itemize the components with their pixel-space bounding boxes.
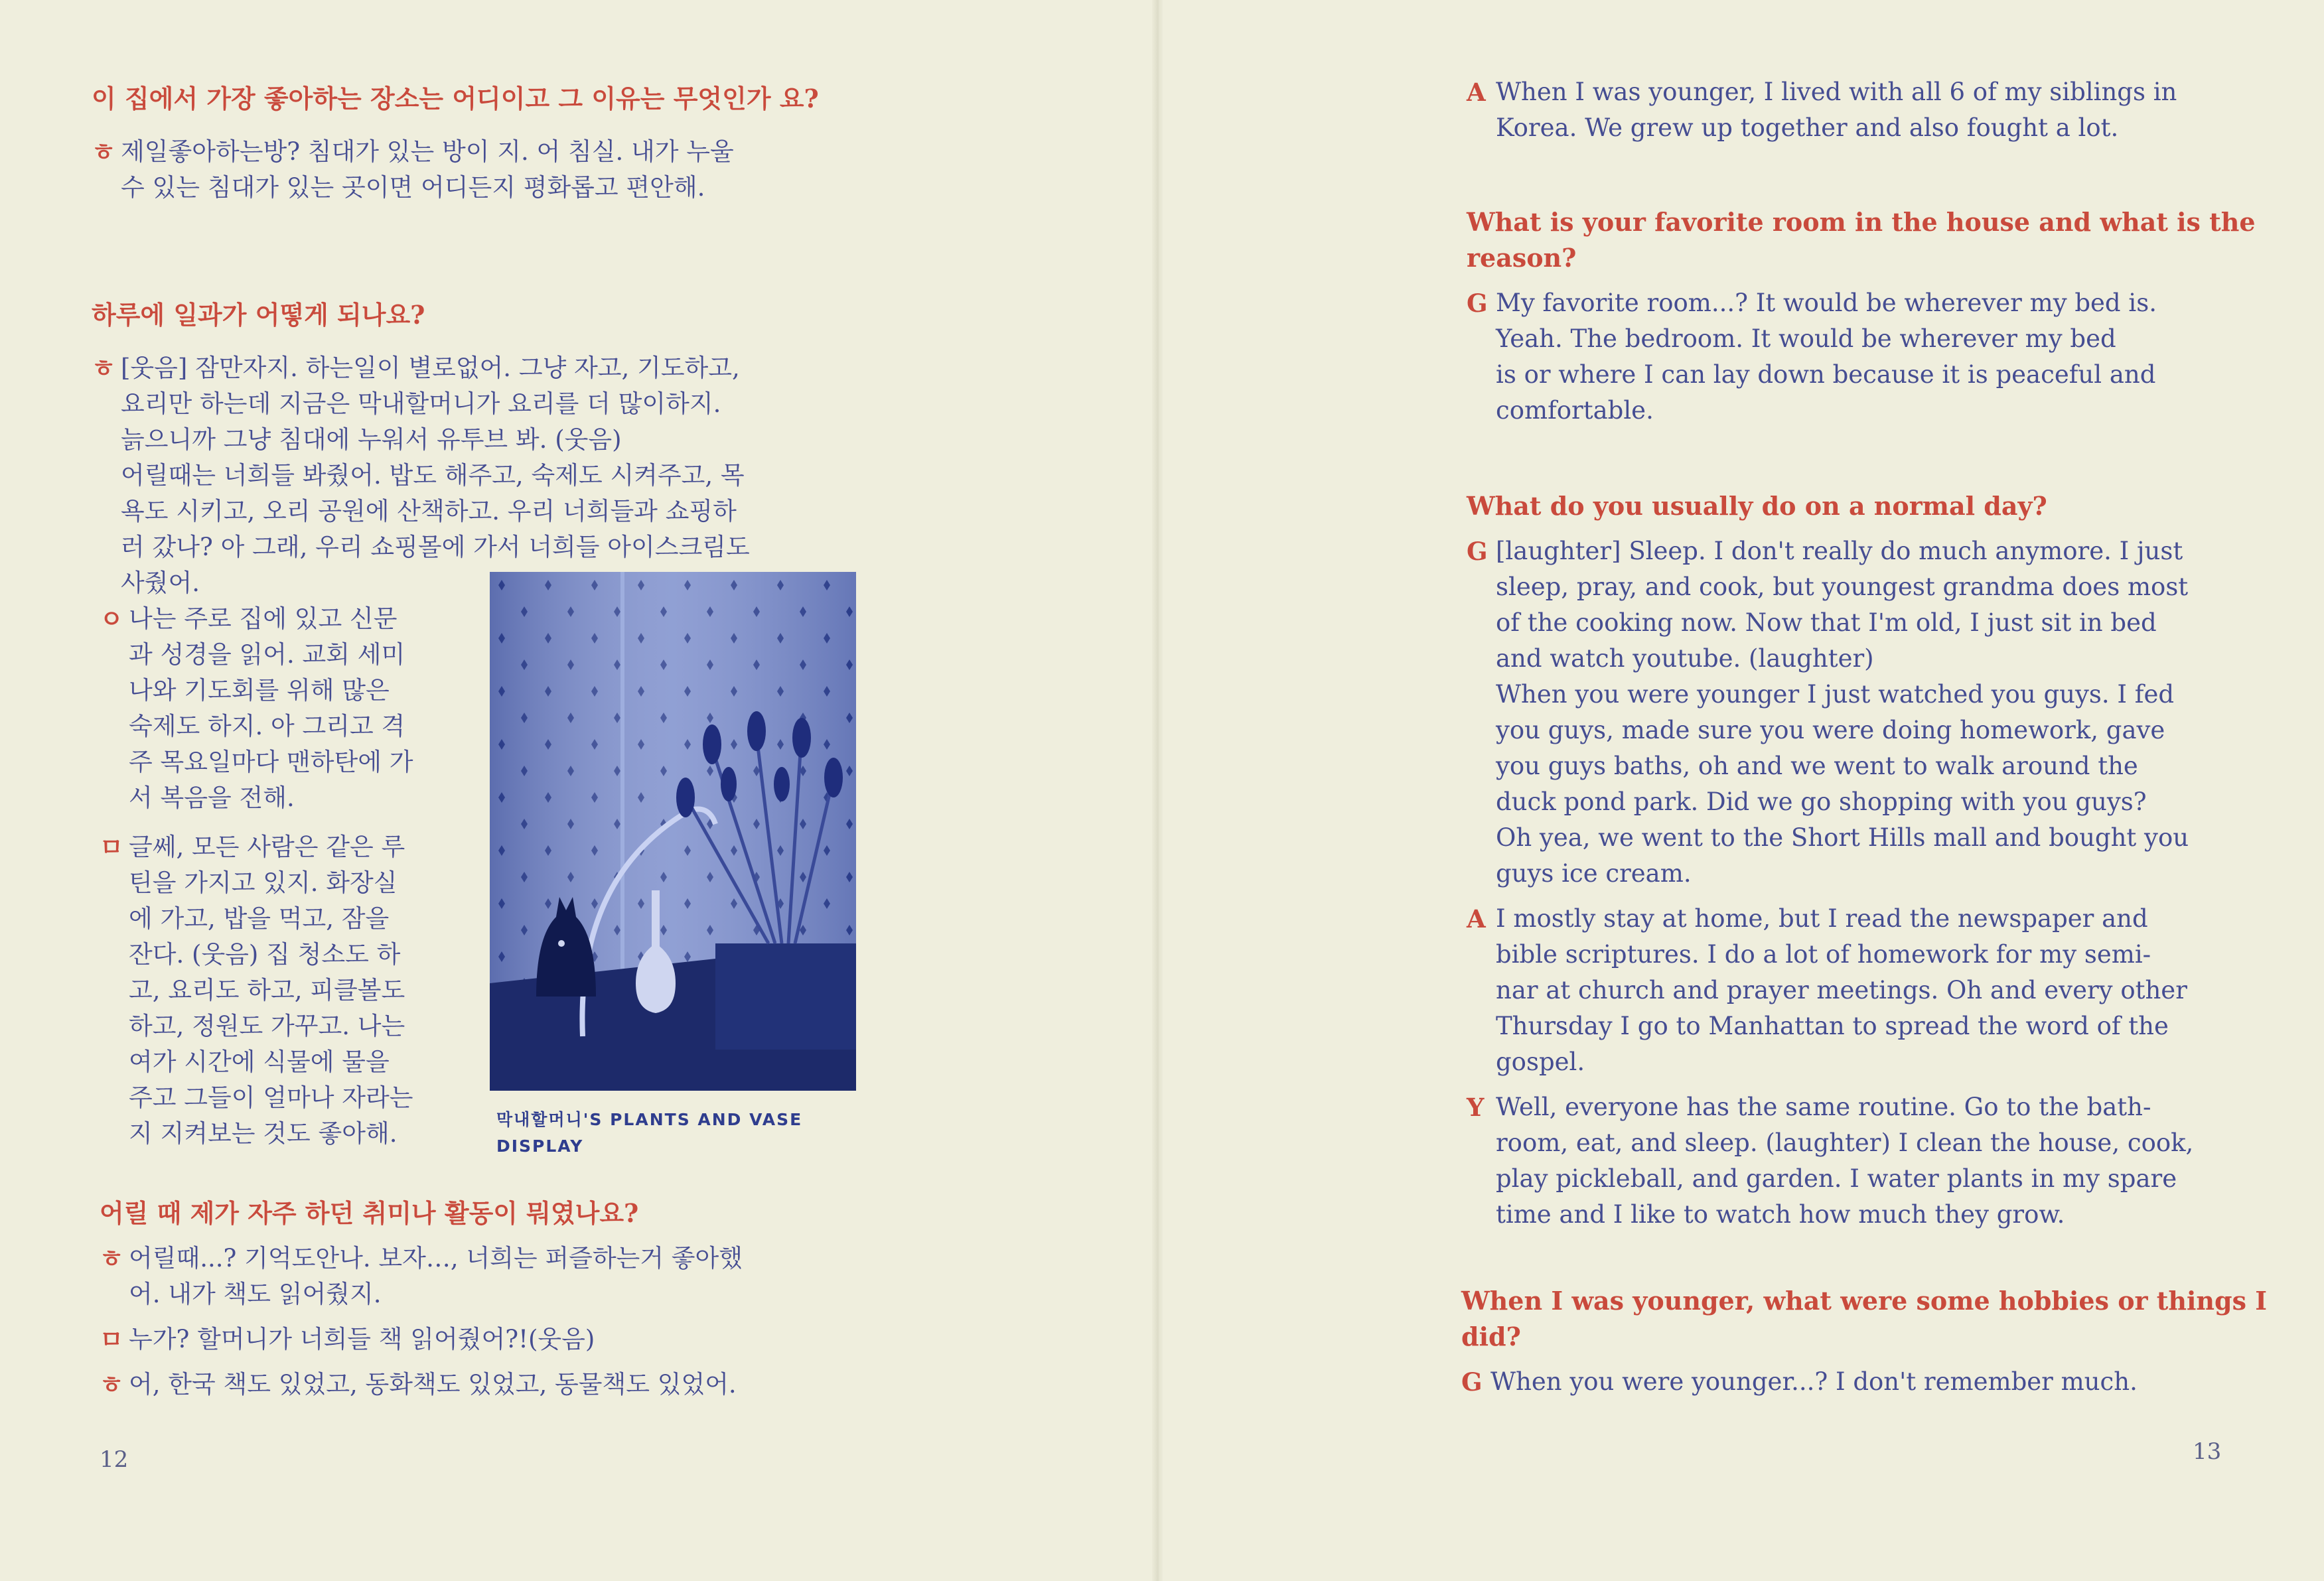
left-q2-answer-g [92,350,888,601]
answer-line: 누가? 할머니가 너희들 책 읽어줬어?!(웃음) [129,1325,595,1353]
answer-line: When you were younger I just watched you guys. I fed [1496,680,2175,709]
left-q2-answer-y [100,829,471,1152]
speaker-mark: ㅁ [100,1325,123,1354]
right-q3-answer [1461,1364,2304,1400]
right-q3-question [1461,1283,2304,1355]
right-q1-question [1467,204,2303,276]
answer-line: comfortable. [1496,396,1654,425]
answer-line: 어릴때는 너희들 봐줬어. 밥도 해주고, 숙제도 시켜주고, 목 [121,461,745,490]
left-q3-question [100,1196,896,1231]
right-q3-block [1461,1283,2304,1400]
answer-line: guys ice cream. [1496,859,1692,888]
answer-line: Korea. We grew up together and also fought a lot. [1496,113,2119,142]
speaker-mark: ㅁ [100,833,123,862]
q-line: When I was younger, what were some hobbies or things [1461,1286,2247,1316]
answer-line: is or where I can lay down because it is peaceful and [1496,360,2156,389]
speaker-mark: A [1467,904,1486,933]
left-q1-block [92,81,888,206]
answer-line: 하고, 정원도 가꾸고. 나는 [129,1012,405,1040]
answer-line: 욕도 시키고, 오리 공원에 산책하고. 우리 너희들과 쇼핑하 [121,497,737,525]
speaker-mark: G [1467,289,1488,318]
speaker-mark: ㅎ [100,1244,123,1273]
speaker-mark: ㅎ [92,354,115,383]
right-q1-block [1467,204,2303,429]
q-line: 하루에 일과가 어떻게 되나요? [92,300,425,330]
answer-line: 나와 기도회를 위해 많은 [129,676,390,705]
left-q2-question [92,297,888,333]
answer-line: 숙제도 하지. 아 그리고 격 [129,712,405,740]
left-q1-question [92,81,888,117]
answer-line: 여가 시간에 식물에 물을 [129,1048,390,1076]
q-line: What do you usually do on a normal day? [1467,491,2047,521]
q-line: What is your favorite room in the house and what is the [1467,207,2256,237]
photo-illustration [490,572,856,1091]
left-q1-answer [92,134,888,206]
speaker-mark: G [1461,1367,1483,1397]
answer-line: 어, 한국 책도 있었고, 동화책도 있었고, 동물책도 있었어. [129,1370,737,1399]
answer-line: My favorite room...? It would be wherever my bed is. [1496,289,2157,317]
left-q3-answer [100,1241,896,1312]
answer-line: 틴을 가지고 있지. 화장실 [129,868,398,897]
answer-line: Well, everyone has the same routine. Go to the bath- [1496,1093,2151,1121]
answer-line: 에 가고, 밥을 먹고, 잠을 [129,904,390,933]
right-q2-question [1467,488,2303,524]
left-q3-block [100,1196,896,1403]
answer-line: duck pond park. Did we go shopping with you guys? [1496,788,2147,816]
answer-line: and watch youtube. (laughter) [1496,644,1874,673]
speaker-mark: ㅎ [92,137,115,167]
right-q2-answer [1467,901,2303,1080]
answer-line: 나는 주로 집에 있고 신문 [129,604,398,633]
answer-line: 글쎄, 모든 사람은 같은 루 [129,833,405,861]
left-page [0,0,1155,1581]
q-line: 어릴 때 제가 자주 하던 취미나 활동이 뭐였나요? [100,1198,639,1228]
answer-line: 주고 그들이 얼마나 자라는 [129,1083,413,1112]
speaker-mark: ㅎ [100,1370,123,1399]
answer-line: 잔다. (웃음) 집 청소도 하 [129,940,401,969]
answer-line: nar at church and prayer meetings. Oh and every other [1496,976,2187,1004]
answer-line: you guys baths, oh and we went to walk around the [1496,752,2138,780]
answer-line: Yeah. The bedroom. It would be wherever my bed [1496,324,2116,353]
answer-line: I mostly stay at home, but I read the newspaper and [1496,904,2148,933]
answer-line: sleep, pray, and cook, but youngest grandma does most [1496,573,2189,601]
answer-line: play pickleball, and garden. I water plants in my spare [1496,1164,2177,1193]
speaker-mark: A [1467,78,1486,107]
left-q2-answer-a [100,601,471,816]
right-q1-answer [1467,285,2303,429]
plants-vase-photo [490,572,856,1091]
answer-line: 러 갔나? 아 그래, 우리 쇼핑몰에 가서 너희들 아이스크림도 [121,533,750,561]
answer-line: 주 목요일마다 맨하탄에 가 [129,748,413,776]
q-line: 요? [779,84,819,113]
answer-line: 늙으니까 그냥 침대에 누워서 유투브 봐. (웃음) [121,425,622,454]
answer-line: 제일좋아하는방? 침대가 있는 방이 지. 어 침실. 내가 누울 [121,137,734,166]
page-number: 12 [100,1446,129,1473]
right-page [1163,0,2324,1581]
photo-caption: 막내할머니'S PLANTS AND VASE DISPLAY [496,1110,803,1156]
answer-line: When you were younger...? I don't remember much. [1490,1367,2138,1396]
q-line: I did? [1461,1286,2268,1351]
speaker-mark: Y [1467,1093,1485,1122]
answer-line: 고, 요리도 하고, 피클볼도 [129,976,405,1004]
answer-line: you guys, made sure you were doing homework, gave [1496,716,2165,744]
answer-line: time and I like to watch how much they grow. [1496,1200,2065,1229]
speaker-mark: ㅇ [100,604,123,634]
answer-line: [웃음] 잠만자지. 하는일이 별로없어. 그냥 자고, 기도하고, [121,354,740,382]
answer-line: 요리만 하는데 지금은 막내할머니가 요리를 더 많이하지. [121,389,721,418]
answer-line: Oh yea, we went to the Short Hills mall and bought you [1496,823,2189,852]
left-q2-block [92,297,888,601]
answer-line: bible scriptures. I do a lot of homework for my semi- [1496,940,2151,969]
speaker-mark: G [1467,537,1488,566]
answer-line: Thursday I go to Manhattan to spread the word of the [1496,1012,2169,1040]
answer-line: 어. 내가 책도 읽어줬지. [129,1280,382,1308]
right-intro-block [1467,74,2303,146]
q-line: reason? [1467,243,1577,273]
answer-line: 과 성경을 읽어. 교회 세미 [129,640,405,669]
left-q3-answer [100,1367,896,1403]
answer-line: [laughter] Sleep. I don't really do much anymore. I just [1496,537,2183,565]
right-q2-block [1467,488,2303,1233]
right-q2-answer [1467,1089,2303,1233]
left-q3-answer [100,1322,896,1357]
left-q2-narrow-col [100,601,471,1152]
answer-line: 서 복음을 전해. [129,784,295,812]
page-number: 13 [2193,1438,2222,1465]
answer-line: of the cooking now. Now that I'm old, I just sit in bed [1496,608,2157,637]
answer-line: gospel. [1496,1048,1585,1076]
answer-line: room, eat, and sleep. (laughter) I clean the house, cook, [1496,1129,2194,1157]
q-line: 이 집에서 가장 좋아하는 장소는 어디이고 그 이유는 무엇인가 [92,84,771,113]
answer-line: When I was younger, I lived with all 6 of my siblings in [1496,78,2177,106]
answer-line: 사줬어. [121,569,200,597]
answer-line: 어릴때...? 기억도안나. 보자…, 너희는 퍼즐하는거 좋아했 [129,1244,743,1272]
right-intro-answer [1467,74,2303,146]
answer-line: 수 있는 침대가 있는 곳이면 어디든지 평화롭고 편안해. [121,173,705,202]
answer-line: 지 지켜보는 것도 좋아해. [129,1119,398,1148]
right-q2-answer [1467,533,2303,892]
